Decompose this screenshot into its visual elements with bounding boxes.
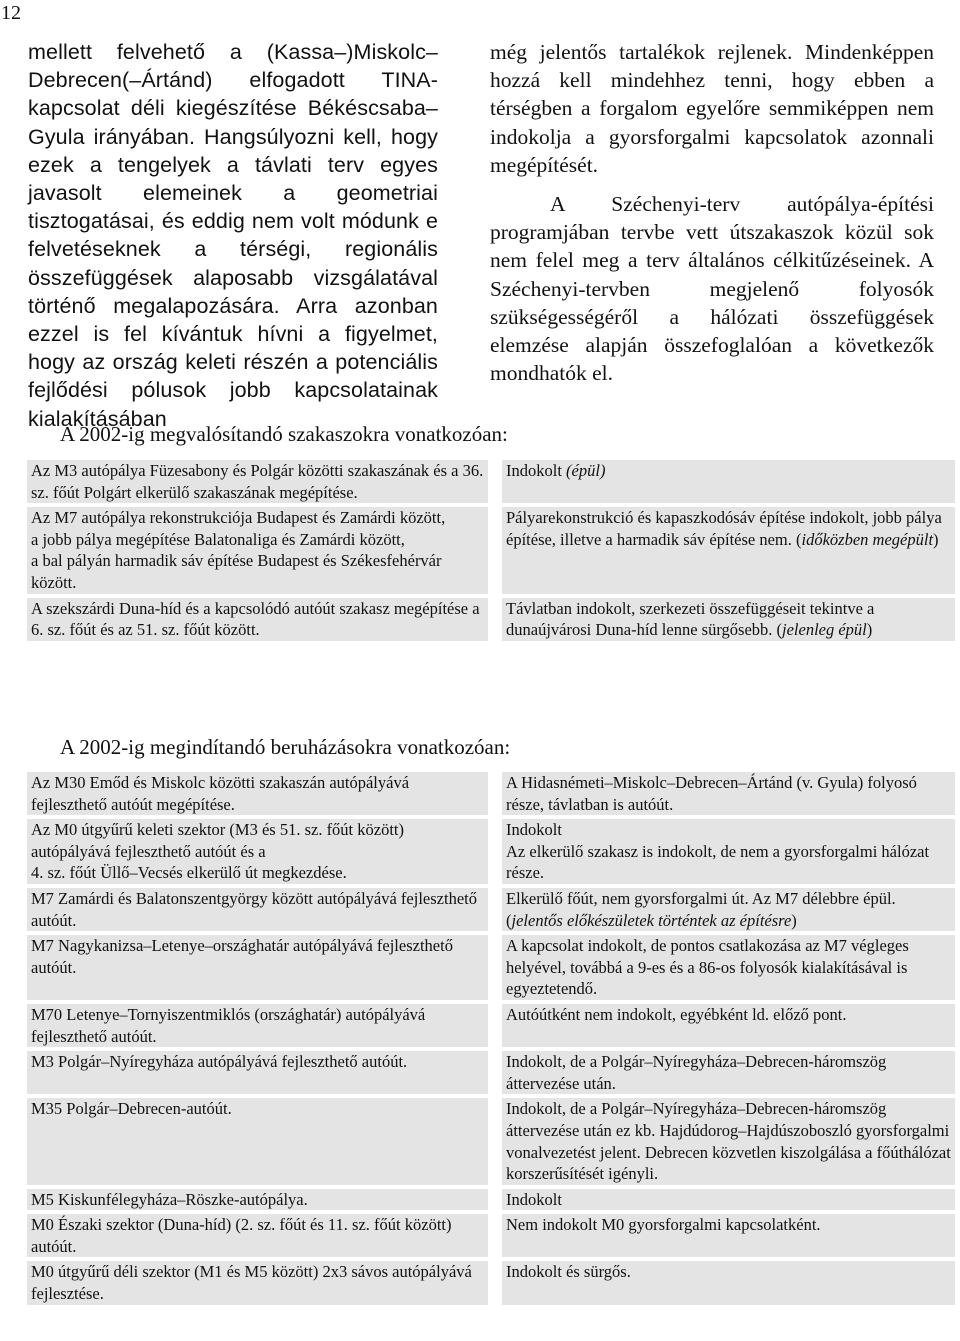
table-row [27, 888, 955, 931]
assessment-text: Indokolt [506, 1189, 562, 1209]
assessment-cell [502, 1051, 955, 1094]
road-section-cell [27, 819, 488, 884]
road-section-text: Az M3 autópálya Füzesabony és Polgár közötti szakaszának és a 36. sz. főút Polgárt elkerülő szakaszának megépítése. [31, 461, 484, 502]
page-number: 12 [1, 2, 21, 24]
assessment-closing: ) [933, 529, 939, 549]
assessment-closing: ) [866, 620, 873, 640]
assessment-cell [502, 1189, 955, 1211]
road-section-text: M70 Letenye–Tornyiszentmiklós (országhatár) autópályává fejleszthető autóút. [31, 1004, 426, 1046]
road-section-cell [27, 1189, 488, 1211]
road-section-cell [27, 460, 488, 503]
assessment-cell [502, 935, 955, 1000]
table-row [27, 507, 955, 593]
table-row [27, 1189, 955, 1211]
road-section-cell [27, 1098, 488, 1184]
column-gap [488, 1098, 502, 1184]
column-gap [488, 888, 502, 931]
assessment-cell [502, 772, 955, 815]
road-section-cell [27, 1051, 488, 1094]
table-row [27, 460, 955, 503]
road-section-text: M0 Északi szektor (Duna-híd) (2. sz. főút és 11. sz. főút között) autóút. [31, 1215, 452, 1256]
assessment-cell [502, 888, 955, 931]
table-row [27, 772, 955, 815]
left-paragraph: mellett felvehető a (Kassa–)Miskolc–Debrecen(–Ártánd) elfogadott TINA-kapcsolat déli kiegészítése Békéscsaba–Gyula irányában. Hangsúlyozni kell, hogy ezek a tengelyek a távlati terv egyes javasolt elemeinek a geometriai tisztogatásai, és eddig nem volt módunk e felvetéseknek a térségi, regionális összefüggések alaposabb vizsgálatával történő megalapozására. Arra azonban ezzel is fel kívántuk hívni a figyelmet, hogy az ország keleti részén a potenciális fejlődési pólusok jobb kapcsolatainak kialakításában [28, 40, 438, 431]
right-paragraph-1: még jelentős tartalékok rejlenek. Mindenképpen hozzá kell mindehhez tenni, hogy ebben a térségben a forgalom egyelőre semmiképpen nem indokolja a gyorsforgalmi kapcsolatok azonnali megépítését. [490, 40, 934, 177]
assessment-text: Indokolt, de a Polgár–Nyíregyháza–Debrecen-háromszög áttervezése után. [506, 1052, 887, 1093]
column-gap [488, 507, 502, 593]
road-section-cell [27, 888, 488, 931]
section1-table [27, 456, 955, 645]
right-paragraph-2: A Széchenyi-terv autópálya-építési programjában tervbe vett útszakaszok közül sok nem felel meg a terv általános célkitűzéseinek. A Széchenyi-tervben megjelenő folyosók szükségességéről a hálózati összefüggések elemzése alapján összefoglalóan a következők mondhatók el. [490, 192, 934, 386]
road-section-text: M5 Kiskunfélegyháza–Röszke-autópálya. [31, 1189, 308, 1209]
assessment-text: Indokolt [506, 461, 567, 480]
assessment-cell [502, 1004, 955, 1047]
road-section-text: Az M0 útgyűrű keleti szektor (M3 és 51. sz. főút között) autópályává fejleszthető autóút és a 4. sz. főút Üllő–Vecsés elkerülő út megkezdése. [31, 820, 405, 883]
road-section-cell [27, 1004, 488, 1047]
assessment-cell [502, 1214, 955, 1257]
table-row [27, 598, 955, 641]
column-gap [488, 460, 502, 503]
assessment-cell [502, 1261, 955, 1304]
assessment-text: A kapcsolat indokolt, de pontos csatlakozása az M7 végleges helyével, továbbá a 9-es és a 86-os folyosók kialakításával is egyeztetendő. [506, 936, 909, 999]
assessment-text: Indokolt, de a Polgár–Nyíregyháza–Debrecen-háromszög áttervezése után ez kb. Hajdúdorog–Hajdúszoboszló gyorsforgalmi vonalvezetést jelent. Debrecen közvetlen kiszolgálása a főúthálózat korszerűsítését igényli. [506, 1099, 951, 1184]
road-section-text: Az M7 autópálya rekonstrukciója Budapest és Zamárdi között, a jobb pálya megépítése Balatonaliga és Zamárdi között, a bal pályán harmadik sáv építése Budapest és Székesfehérvár között. [31, 508, 446, 592]
assessment-cell [502, 598, 955, 641]
assessment-status-italic: jelenleg épül [782, 620, 867, 640]
column-gap [488, 935, 502, 1000]
assessment-closing: ) [791, 910, 797, 930]
column-gap [488, 1214, 502, 1257]
section1-heading: A 2002-ig megvalósítandó szakaszokra vonatkozóan: [60, 422, 508, 446]
assessment-text: Pályarekonstrukció és kapaszkodósáv építése indokolt, jobb pálya építése, illetve a harmadik sáv építése nem. ( [506, 508, 942, 549]
road-section-cell [27, 1261, 488, 1304]
road-section-cell [27, 507, 488, 593]
section2-table [27, 768, 955, 1309]
assessment-status-italic: (épül) [566, 461, 606, 480]
column-gap [488, 1189, 502, 1211]
right-text-column [490, 38, 934, 387]
assessment-text: Indokolt Az elkerülő szakasz is indokolt, de nem a gyorsforgalmi hálózat része. [506, 820, 930, 883]
road-section-cell [27, 598, 488, 641]
road-section-text: M7 Zamárdi és Balatonszentgyörgy között autópályává fejleszthető autóút. [31, 888, 477, 930]
assessment-cell [502, 819, 955, 884]
assessment-text: Autóútként nem indokolt, egyébként ld. előző pont. [506, 1004, 847, 1024]
table-row [27, 819, 955, 884]
road-section-text: M3 Polgár–Nyíregyháza autópályává fejleszthető autóút. [31, 1052, 408, 1072]
table-row [27, 1004, 955, 1047]
column-gap [488, 1004, 502, 1047]
road-section-cell [27, 772, 488, 815]
road-section-text: Az M30 Emőd és Miskolc közötti szakaszán autópályává fejleszthető autóút megépítése. [31, 773, 410, 814]
assessment-status-italic: időközben megépült [801, 529, 934, 549]
section2-heading: A 2002-ig megindítandó beruházásokra vonatkozóan: [60, 735, 511, 759]
column-gap [488, 819, 502, 884]
road-section-cell [27, 935, 488, 1000]
table-row [27, 1214, 955, 1257]
column-gap [488, 1261, 502, 1304]
road-section-text: M0 útgyűrű déli szektor (M1 és M5 között) 2x3 sávos autópályává fejlesztése. [31, 1262, 472, 1304]
assessment-cell [502, 507, 955, 593]
assessment-text: Indokolt és sürgős. [506, 1262, 631, 1282]
table-row [27, 1098, 955, 1184]
assessment-cell [502, 460, 955, 503]
assessment-text: A Hidasnémeti–Miskolc–Debrecen–Ártánd (v. Gyula) folyosó része, távlatban is autóút. [506, 773, 917, 814]
assessment-text: Nem indokolt M0 gyorsforgalmi kapcsolatként. [506, 1215, 821, 1235]
road-section-text: M7 Nagykanizsa–Letenye–országhatár autópályává fejleszthető autóút. [31, 936, 453, 977]
assessment-text: Távlatban indokolt, szerkezeti összefüggéseit tekintve a dunaújvárosi Duna-híd lenne sürgősebb. ( [506, 598, 875, 640]
assessment-cell [502, 1098, 955, 1184]
assessment-status-italic: jelentős előkészületek történtek az építésre [511, 910, 792, 930]
table-row [27, 935, 955, 1000]
road-section-text: M35 Polgár–Debrecen-autóút. [31, 1099, 232, 1119]
column-gap [488, 772, 502, 815]
assessment-text: Elkerülő főút, nem gyorsforgalmi út. Az M7 délebbre épül. ( [506, 888, 896, 930]
table-row [27, 1051, 955, 1094]
left-text-column [28, 38, 438, 433]
table-row [27, 1261, 955, 1304]
column-gap [488, 598, 502, 641]
road-section-cell [27, 1214, 488, 1257]
road-section-text: A szekszárdi Duna-híd és a kapcsolódó autóút szakasz megépítése a 6. sz. főút és az 51. sz. főút között. [31, 598, 480, 640]
column-gap [488, 1051, 502, 1094]
